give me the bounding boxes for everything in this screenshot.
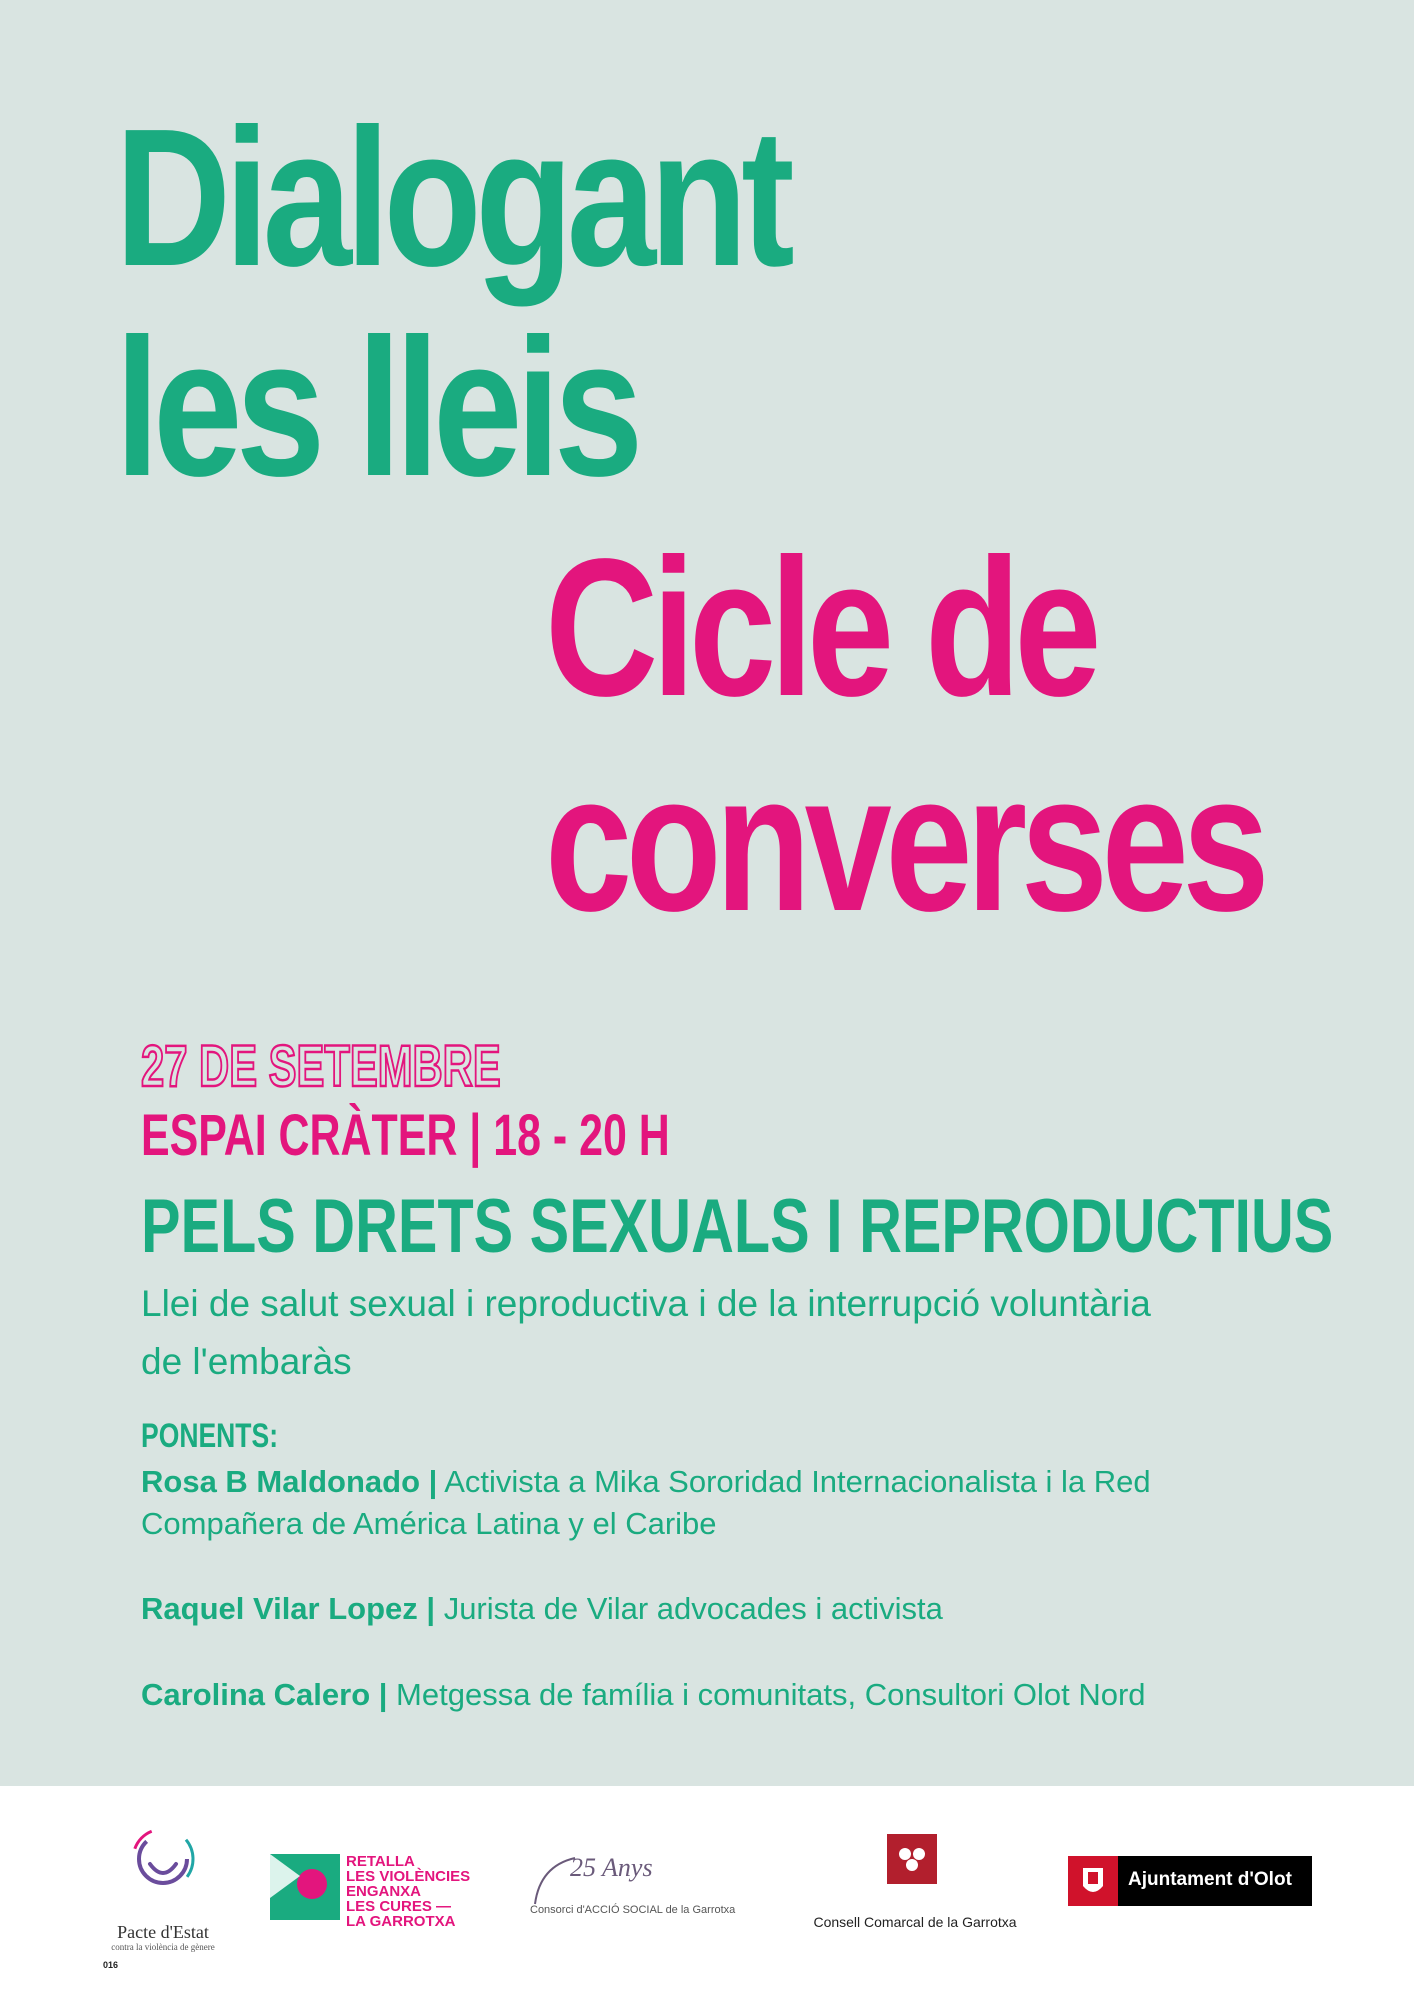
pacte-subtitle: contra la violència de gènere [111, 1942, 215, 1952]
speaker-name: Raquel Vilar Lopez | [141, 1591, 436, 1626]
ajuntament-name: Ajuntament d'Olot [1128, 1869, 1292, 1890]
pacte-name: Pacte d'Estat [117, 1922, 209, 1942]
speaker-2 [141, 1588, 1271, 1630]
event-date: 27 DE SETEMBRE [141, 1034, 501, 1099]
ponents-label: PONENTS: [141, 1417, 279, 1455]
consell-emblem-icon [887, 1834, 937, 1884]
sponsor-footer [0, 1786, 1414, 2000]
consorci-logo [530, 1846, 770, 1936]
pacte-smile-icon [128, 1824, 198, 1914]
event-theme: PELS DRETS SEXUALS I REPRODUCTIUS [141, 1184, 1334, 1269]
retalla-mark-icon [270, 1854, 340, 1920]
speaker-role: Metgessa de família i comunitats, Consultori Olot Nord [396, 1677, 1146, 1712]
speaker-role: Activista a Mika Sororidad Internacionalista i la Red Compañera de América Latina y el Caribe [141, 1464, 1151, 1541]
ajuntament-shield-icon [1068, 1856, 1118, 1906]
consorci-anniversary-icon [530, 1846, 653, 1906]
retalla-text: RETALLA LES VIOLÈNCIES ENGANXA LES CURES — LA GARROTXA [346, 1853, 471, 1930]
title-line-3: Cicle de [545, 518, 1096, 737]
law-description: Llei de salut sexual i reproductiva i de la interrupció voluntària de l'embaràs [141, 1283, 1151, 1382]
speaker-name: Rosa B Maldonado | [141, 1464, 438, 1499]
consorci-years: 25 Anys [570, 1853, 653, 1882]
pacte-phone: 016 [103, 1960, 119, 1970]
speaker-name: Carolina Calero | [141, 1677, 388, 1712]
title-line-2: les lleis [115, 298, 637, 517]
ajuntament-olot-logo [1068, 1856, 1312, 1906]
pacte-estat-logo [93, 1824, 233, 1974]
retalla-logo [270, 1854, 490, 1934]
event-venue: ESPAI CRÀTER | 18 - 20 H [141, 1103, 670, 1168]
title-line-4: converses [545, 733, 1264, 952]
speaker-1 [141, 1461, 1271, 1545]
consell-name: Consell Comarcal de la Garrotxa [813, 1914, 1017, 1930]
title-line-1: Dialogant [115, 88, 789, 307]
consorci-name: Consorci d'ACCIÓ SOCIAL de la Garrotxa [530, 1904, 736, 1916]
consell-comarcal-logo [800, 1834, 1030, 1944]
speaker-role: Jurista de Vilar advocades i activista [443, 1591, 943, 1626]
speaker-3 [141, 1674, 1271, 1716]
ajuntament-box [1068, 1856, 1312, 1906]
